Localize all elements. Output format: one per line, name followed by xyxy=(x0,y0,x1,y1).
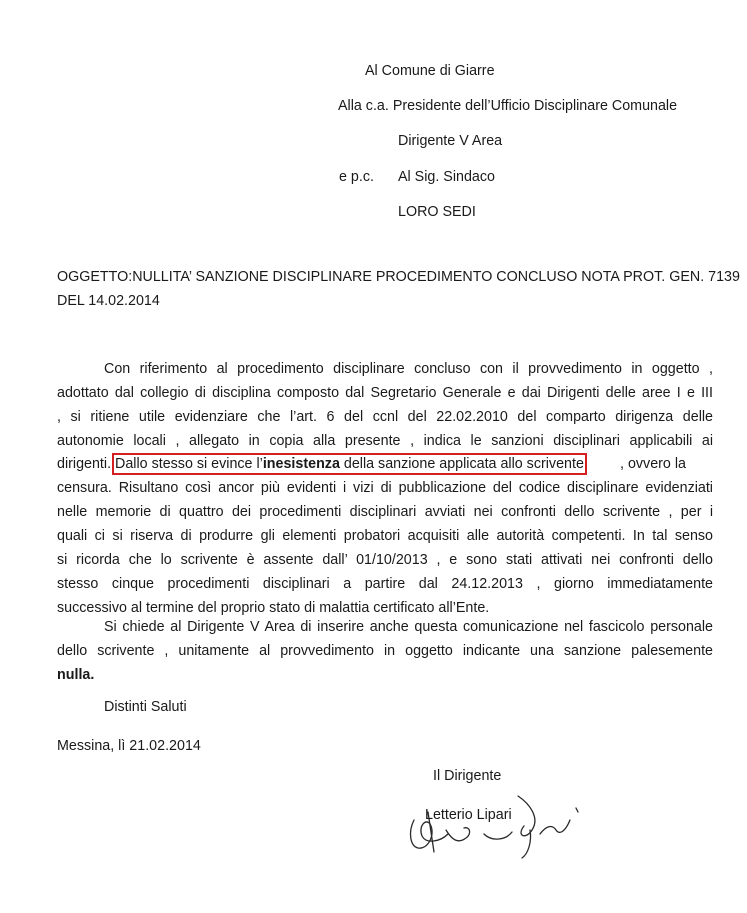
p2-line-2: dello scrivente , unitamente al provvedimento in oggetto indicante una sanzione palesemente xyxy=(57,643,713,659)
highlighted-statement: Dallo stesso si evince l’inesistenza della sanzione applicata allo scrivente xyxy=(115,456,584,472)
p1-line-7: nelle memorie di quattro dei procedimenti disciplinari avviati nei confronti dello scrivente , per i xyxy=(57,504,713,520)
handwritten-signature xyxy=(400,790,590,862)
recipient-comune: Al Comune di Giarre xyxy=(365,63,495,79)
p1-line-5-start: dirigenti. xyxy=(57,456,112,472)
p1-line-11: successivo al termine del proprio stato di malattia certificato all’Ente. xyxy=(57,600,490,616)
p1-line-6: censura. Risultano così ancor più evidenti i vizi di pubblicazione del codice disciplinare evidenziati xyxy=(57,480,713,496)
signatory-role: Il Dirigente xyxy=(433,768,502,784)
p1-line-5 xyxy=(57,455,584,473)
p1-line-3: , si ritiene utile evidenziare che l’art. 6 del ccnl del 22.02.2010 del comparto dirigenza delle xyxy=(57,409,713,425)
p1-line-10: stesso cinque procedimenti disciplinari a partire dal 24.12.2013 , giorno immediatamente xyxy=(57,576,713,592)
loro-sedi: LORO SEDI xyxy=(398,204,476,220)
p1-line-9: si ricorda che lo scrivente è assente dall’ 01/10/2013 , e sono stati attivati nei confronti dello xyxy=(57,552,713,568)
epc-label: e p.c. xyxy=(339,169,374,185)
recipient-dirigente: Dirigente V Area xyxy=(398,133,503,149)
p1-line-1: Con riferimento al procedimento disciplinare concluso con il provvedimento in oggetto , xyxy=(104,361,713,377)
p1-line-8: quali ci si riserva di produrre gli elementi probatori acquisiti alle autorità competenti. In tal senso xyxy=(57,528,713,544)
signatory-name: Letterio Lipari xyxy=(425,807,512,823)
emphasis-inesistenza: inesistenza xyxy=(262,456,340,472)
subject-line-2: DEL 14.02.2014 xyxy=(57,293,160,309)
p1-line-5-end: , ovvero la xyxy=(620,456,686,472)
p1-line-2: adottato dal collegio di disciplina composto dal Segretario Generale e dai Dirigenti delle aree I e III xyxy=(57,385,713,401)
place-date: Messina, lì 21.02.2014 xyxy=(57,738,201,754)
recipient-sindaco: Al Sig. Sindaco xyxy=(398,169,495,185)
p1-line-4: autonomie locali , allegato in copia alla presente , indica le sanzioni disciplinari applicabili ai xyxy=(57,433,713,449)
recipient-attn: Alla c.a. Presidente dell’Ufficio Disciplinare Comunale xyxy=(338,98,678,114)
emphasis-nulla: nulla. xyxy=(57,667,95,683)
subject-line-1: OGGETTO:NULLITA’ SANZIONE DISCIPLINARE PROCEDIMENTO CONCLUSO NOTA PROT. GEN. 7139 xyxy=(57,269,740,285)
p2-line-3 xyxy=(57,666,94,684)
distinti-saluti: Distinti Saluti xyxy=(104,699,187,715)
p2-line-1: Si chiede al Dirigente V Area di inserire anche questa comunicazione nel fascicolo personale xyxy=(104,619,713,635)
